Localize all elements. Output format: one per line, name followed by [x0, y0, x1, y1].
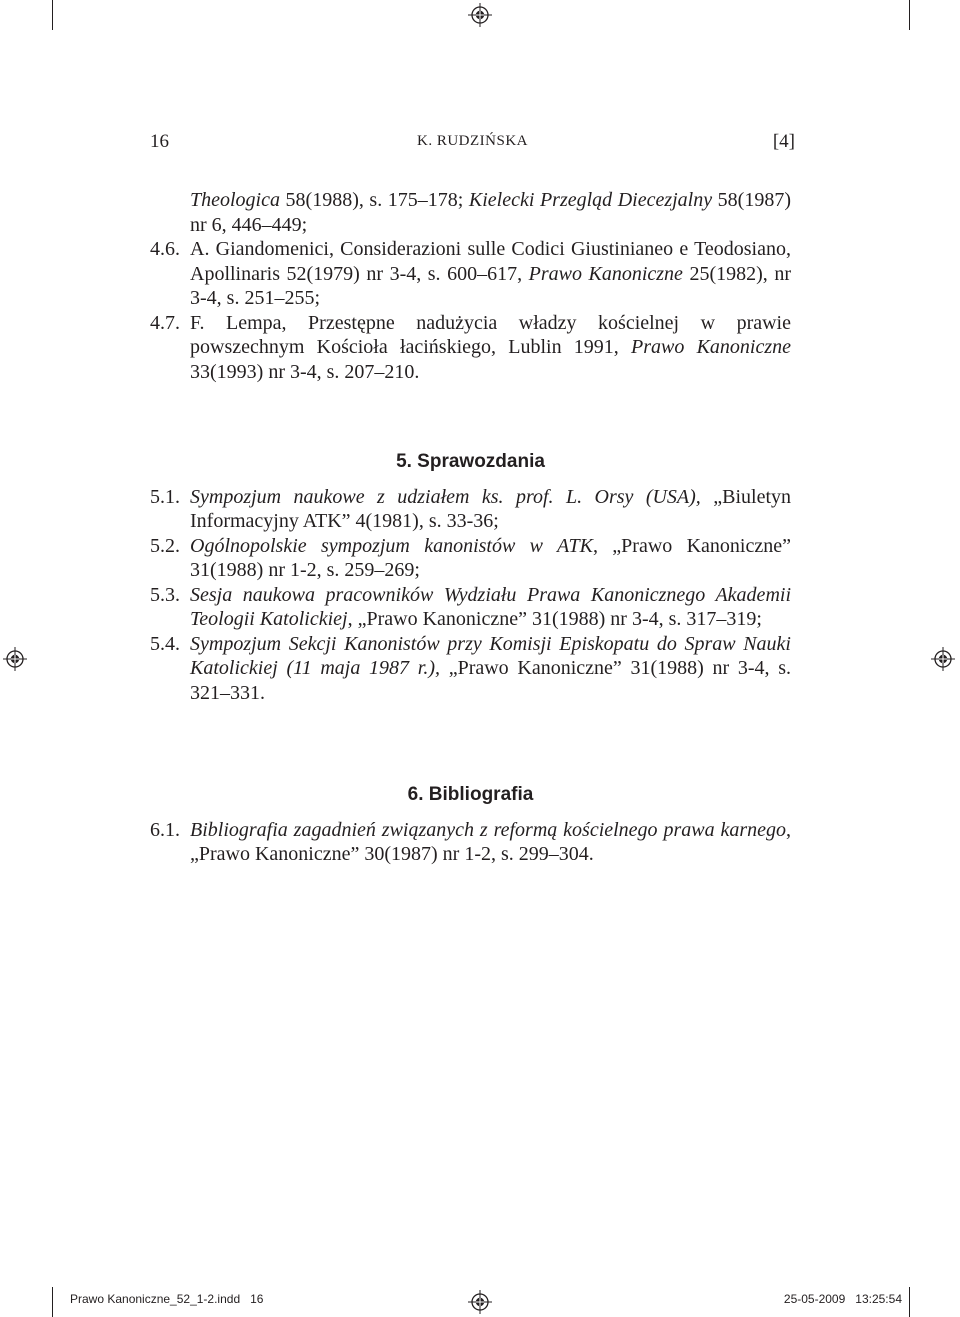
page-number: 16: [150, 131, 169, 152]
journal-title: Kielecki Przegląd Diecezjalny: [468, 189, 713, 211]
entry-number: 4.6.: [150, 238, 180, 260]
entry-number: 5.1.: [150, 485, 180, 508]
footer-file-slug: Prawo Kanoniczne_52_1-2.indd 16: [70, 1292, 264, 1306]
crop-mark-top-right: [909, 0, 910, 30]
entry-number: 6.1.: [150, 818, 180, 841]
section-heading-sprawozdania: 5. Sprawozdania: [396, 451, 545, 472]
entry-5-3: 5.3. Sesja naukowa pracowników Wydziału Prawa Kanonicznego Akademii Teologii Katolickiej, „Prawo Kanoniczne” 31(1988) nr 3-4, s. 317–319;: [150, 583, 791, 630]
entry-4-6: 4.6. A. Giandomenici, Considerazioni sulle Codici Giustinianeo e Teodosiano, Apollinaris 52(1979) nr 3-4, s. 600–617, Prawo Kanoniczne 25(1982), nr 3-4, s. 251–255;: [150, 238, 791, 309]
section-marker: [4]: [772, 131, 795, 152]
crop-mark-bottom-right: [909, 1287, 910, 1317]
entry-number: 4.7.: [150, 311, 180, 334]
section-heading-bibliografia: 6. Bibliografia: [407, 784, 534, 805]
footer-timestamp: 25-05-2009 13:25:54: [783, 1292, 902, 1306]
running-head: K. RUDZIŃSKA: [417, 133, 528, 149]
entry-4-7: 4.7. F. Lempa, Przestępne nadużycia władzy kościelnej w prawie powszechnym Kościoła łacińskiego, Lublin 1991, Prawo Kanoniczne 33(1993) nr 3-4, s. 207–210.: [150, 311, 792, 383]
entry-5-2: 5.2. Ogólnopolskie sympozjum kanonistów w ATK, „Prawo Kanoniczne” 31(1988) nr 1-2, s. 259–269;: [150, 534, 791, 581]
entry-6-1: 6.1. Bibliografia zagadnień związanych z reformą kościelnego prawa karnego, „Prawo Kanoniczne” 30(1987) nr 1-2, s. 299–304.: [150, 818, 791, 865]
journal-title: Theologica: [190, 189, 280, 211]
page-content: [150, 188, 791, 867]
crop-mark-top-left: [52, 0, 53, 30]
registration-crosshair-icon: [931, 647, 955, 671]
entry-continued: Theologica 58(1988), s. 175–178; Kielecki Przegląd Diecezjalny 58(1987) nr 6, 446–449;: [190, 189, 791, 236]
entry-number: 5.3.: [150, 583, 180, 606]
entry-5-1: 5.1. Sympozjum naukowe z udziałem ks. prof. L. Orsy (USA), „Biuletyn Informacyjny ATK” 4(1981), s. 33-36;: [150, 485, 791, 532]
entry-number: 5.4.: [150, 632, 180, 655]
entry-5-4: 5.4. Sympozjum Sekcji Kanonistów przy Komisji Episkopatu do Spraw Nauki Katolickiej (11 maja 1987 r.), „Prawo Kanoniczne” 31(1988) nr 3-4, s. 321–331.: [150, 632, 792, 704]
entry-number: 5.2.: [150, 534, 180, 557]
registration-crosshair-icon: [3, 647, 27, 671]
registration-crosshair-icon: [468, 3, 492, 27]
registration-crosshair-icon: [468, 1290, 492, 1314]
page-header: [150, 131, 795, 161]
crop-mark-bottom-left: [52, 1287, 53, 1317]
